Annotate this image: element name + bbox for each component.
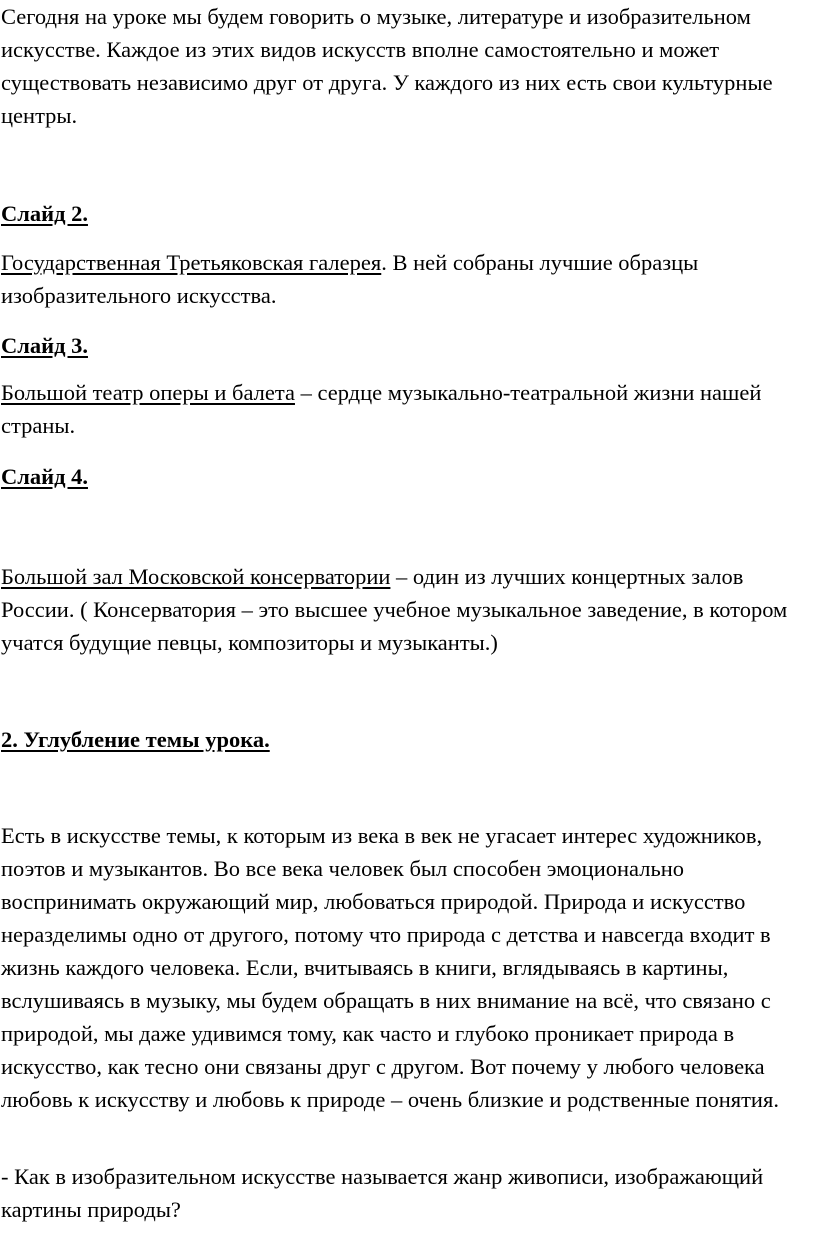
slide-4-paragraph xyxy=(1,560,816,659)
slide-3-paragraph xyxy=(1,376,816,442)
slide-2-text: . В ней собраны лучшие образцы изобразительного искусства. xyxy=(1,250,699,308)
moscow-conservatory-link[interactable]: Большой зал Московской консерватории xyxy=(1,564,391,589)
slide-3-heading: Слайд 3. xyxy=(1,333,88,358)
bolshoi-theatre-link[interactable]: Большой театр оперы и балета xyxy=(1,380,295,405)
slide-4-text: – один из лучших концертных залов России. ( Консерватория – это высшее учебное музыкальное заведение, в котором учатся будущие певцы, композиторы и музыканты.) xyxy=(1,564,788,655)
question-paragraph: - Как в изобразительном искусстве называется жанр живописи, изображающий картины природы? xyxy=(1,1164,764,1222)
slide-4-heading: Слайд 4. xyxy=(1,464,88,489)
section-2-paragraph: Есть в искусстве темы, к которым из века в век не угасает интерес художников, поэтов и музыкантов. Во все века человек был способен эмоционально воспринимать окружающий мир, любоваться природой. Природа и искусство неразделимы одно от другого, потому что природа с детства и навсегда входит в жизнь каждого человека. Если, вчитываясь в книги, вглядываясь в картины, вслушиваясь в музыку, мы будем обращать в них внимание на всё, что связано с природой, мы даже удивимся тому, как часто и глубоко проникает природа в искусство, как тесно они связаны друг с другом. Вот почему у любого человека любовь к искусству и любовь к природе – очень близкие и родственные понятия. xyxy=(1,823,779,1112)
section-2-heading: 2. Углубление темы урока. xyxy=(1,727,270,752)
slide-3-text: – сердце музыкально-театральной жизни нашей страны. xyxy=(1,380,762,438)
intro-paragraph: Сегодня на уроке мы будем говорить о музыке, литературе и изобразительном искусстве. Каждое из этих видов искусств вполне самостоятельно и может существовать независимо друг от друга. У каждого из них есть свои культурные центры. xyxy=(1,4,773,128)
slide-2-paragraph xyxy=(1,246,816,312)
slide-2-heading: Слайд 2. xyxy=(1,201,88,226)
tretyakov-gallery-link[interactable]: Государственная Третьяковская галерея xyxy=(1,250,382,275)
